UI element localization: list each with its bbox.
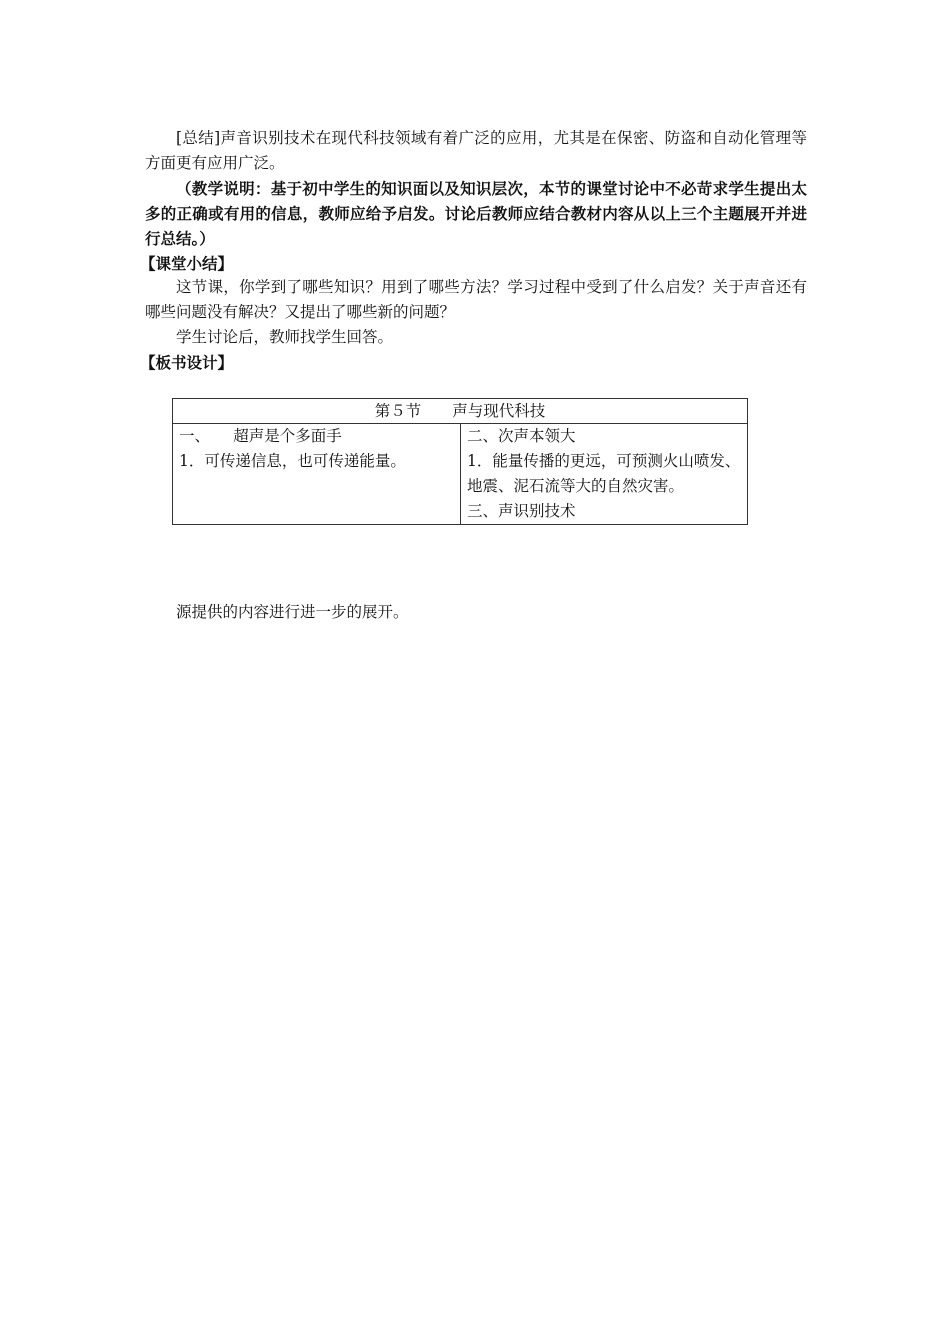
board-design-heading: 【板书设计】 [140, 353, 234, 372]
footer-paragraph: 源提供的内容进行进一步的展开。 [176, 603, 409, 621]
board-right-heading: 二、次声本领大 [467, 427, 576, 445]
student-answer-paragraph: 学生讨论后，教师找学生回答。 [176, 328, 394, 346]
summary-paragraph: [总结]声音识别技术在现代科技领域有着广泛的应用，尤其是在保密、防盗和自动化管理等方面更有应用广泛。 [145, 129, 807, 172]
board-right-cell [461, 424, 748, 525]
board-title: 第５节 声与现代科技 [173, 399, 748, 424]
teaching-note-paragraph: （教学说明：基于初中学生的知识面以及知识层次，本节的课堂讨论中不必苛求学生提出太多的正确或有用的信息，教师应给予启发。讨论后教师应结合教材内容从以上三个主题展开并进行总结。） [145, 179, 807, 248]
board-right-section-three: 三、声识别技术 [467, 502, 576, 520]
board-left-heading: 一、 超声是个多面手 [179, 427, 342, 445]
board-left-item: 1．可传递信息，也可传递能量。 [179, 452, 406, 470]
board-design-table [172, 398, 748, 525]
class-summary-paragraph: 这节课，你学到了哪些知识？用到了哪些方法？学习过程中受到了什么启发？关于声音还有哪些问题没有解决？又提出了哪些新的问题？ [145, 278, 807, 321]
board-right-item: 1．能量传播的更远，可预测火山喷发、地震、泥石流等大的自然灾害。 [467, 452, 741, 495]
board-left-cell [173, 424, 461, 525]
class-summary-heading: 【课堂小结】 [140, 254, 234, 273]
